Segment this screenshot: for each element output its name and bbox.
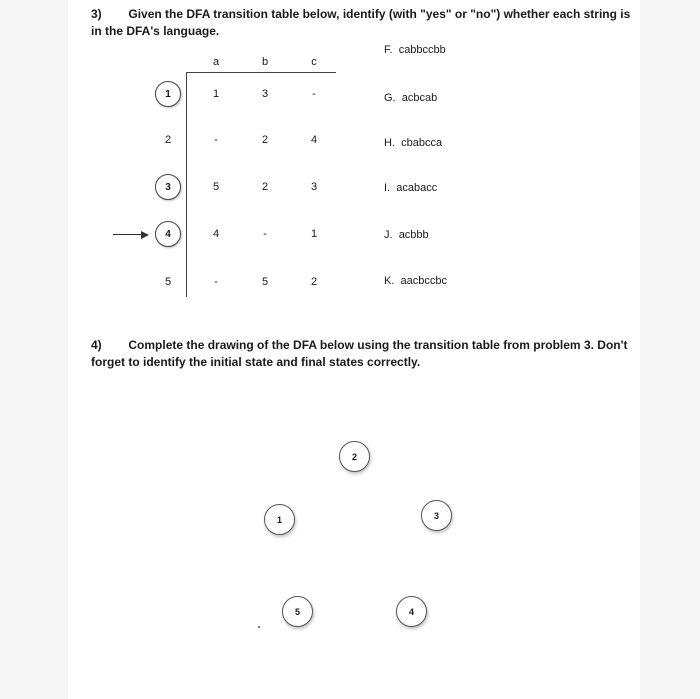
table-state-rule — [186, 72, 187, 297]
initial-state-arrowhead-icon — [141, 231, 149, 239]
table-cell: 1 — [310, 228, 318, 240]
table-header-c: c — [311, 56, 317, 68]
answer-item-k: K. aacbccbc — [384, 275, 448, 287]
table-row-state-3-accepting: 3 — [155, 174, 181, 200]
question-4-text-line2: forget to identify the initial state and final states correctly. — [91, 355, 421, 369]
question-3 — [91, 6, 651, 40]
dfa-node-4: 4 — [396, 596, 427, 627]
table-cell: - — [263, 228, 267, 240]
table-header-b: b — [261, 56, 269, 68]
table-cell: 3 — [310, 181, 318, 193]
table-cell: 4 — [310, 134, 318, 146]
answer-item-i: I. acabacc — [384, 182, 438, 194]
dfa-node-5: 5 — [282, 596, 313, 627]
dfa-node-1: 1 — [264, 504, 295, 535]
table-header-a: a — [212, 56, 220, 68]
table-cell: 5 — [212, 181, 220, 193]
table-row-state-2: 2 — [164, 134, 172, 146]
answer-item-h: H. cbabcca — [384, 137, 443, 149]
answer-item-f: F. cabbccbb — [384, 44, 446, 56]
table-row-state-5: 5 — [164, 276, 172, 288]
question-3-text-line2: in the DFA's language. — [91, 24, 220, 38]
answer-item-g: G. acbcab — [384, 92, 438, 104]
answer-item-j: J. acbbb — [384, 229, 429, 241]
table-row-state-4-accepting: 4 — [155, 221, 181, 247]
page-margin-left — [0, 0, 68, 699]
table-cell: 1 — [212, 88, 220, 100]
question-3-text-line1: Given the DFA transition table below, identify (with "yes" or "no") whether each string is — [128, 7, 631, 21]
stray-pen-mark — [258, 626, 260, 628]
table-cell: 2 — [261, 134, 269, 146]
table-cell: 5 — [261, 276, 269, 288]
table-cell: 2 — [310, 276, 318, 288]
table-cell: 2 — [261, 181, 269, 193]
table-cell: - — [312, 88, 316, 100]
question-4 — [91, 337, 651, 371]
question-4-text-line1: Complete the drawing of the DFA below using the transition table from problem 3. Don't — [128, 338, 628, 352]
table-cell: 3 — [261, 88, 269, 100]
table-cell: - — [214, 134, 218, 146]
question-4-number: 4) — [91, 338, 102, 352]
dfa-node-2: 2 — [339, 441, 370, 472]
table-cell: 4 — [212, 228, 220, 240]
table-header-rule — [186, 72, 336, 73]
table-row-state-1-accepting: 1 — [155, 81, 181, 107]
question-3-number: 3) — [91, 7, 102, 21]
table-cell: - — [214, 276, 218, 288]
dfa-node-3: 3 — [421, 500, 452, 531]
